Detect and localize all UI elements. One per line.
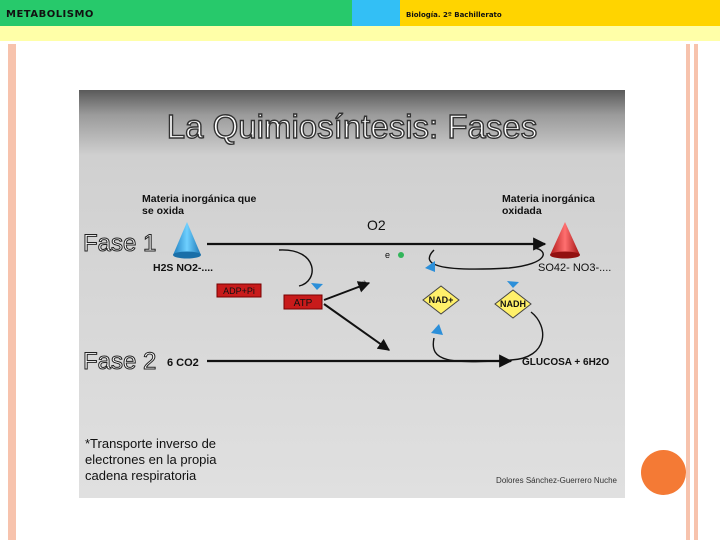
author-credit: Dolores Sánchez-Guerrero Nuche (496, 476, 617, 485)
header-strip (0, 26, 720, 41)
nad-label: NAD+ (428, 295, 454, 305)
left-compounds: H2S NO2-.... (153, 262, 214, 274)
oxidized-label-line1: Materia inorgánica (502, 193, 595, 205)
footnote-line3: cadena respiratoria (85, 468, 197, 483)
co2-label: 6 CO2 (167, 357, 199, 369)
electron-dot (398, 252, 404, 258)
atp-label: ATP (293, 298, 313, 309)
decor-circle (641, 450, 686, 495)
left-decor-bar (8, 44, 16, 540)
footnote-line2: electrones en la propia (85, 452, 217, 467)
o2-label: O2 (367, 217, 386, 233)
slide-title: La Quimiosíntesis: Fases (166, 108, 538, 145)
phase2-label: Fase 2 (83, 348, 157, 375)
adp-label: ADP+Pi (223, 286, 255, 296)
glucose-label: GLUCOSA + 6H2O (522, 357, 610, 368)
right-decor-bar-2 (694, 44, 698, 540)
oxidized-label-line2: oxidada (502, 205, 542, 217)
star-label: * (362, 279, 367, 291)
header-subtitle: Biología. 2º Bachillerato (400, 0, 720, 26)
electron-label: e (385, 250, 391, 260)
phase1-label: Fase 1 (83, 230, 157, 257)
nadh-label: NADH (500, 299, 526, 309)
right-decor-bar (686, 44, 690, 540)
header-title: METABOLISMO (0, 0, 352, 26)
inorganic-label-line1: Materia inorgánica que (142, 193, 257, 205)
header-accent-bar (352, 0, 400, 26)
footnote-line1: *Transporte inverso de (85, 436, 217, 451)
inorganic-label-line2: se oxida (142, 205, 185, 217)
right-compounds: SO42- NO3-.... (538, 262, 612, 274)
slide-image (79, 90, 625, 498)
